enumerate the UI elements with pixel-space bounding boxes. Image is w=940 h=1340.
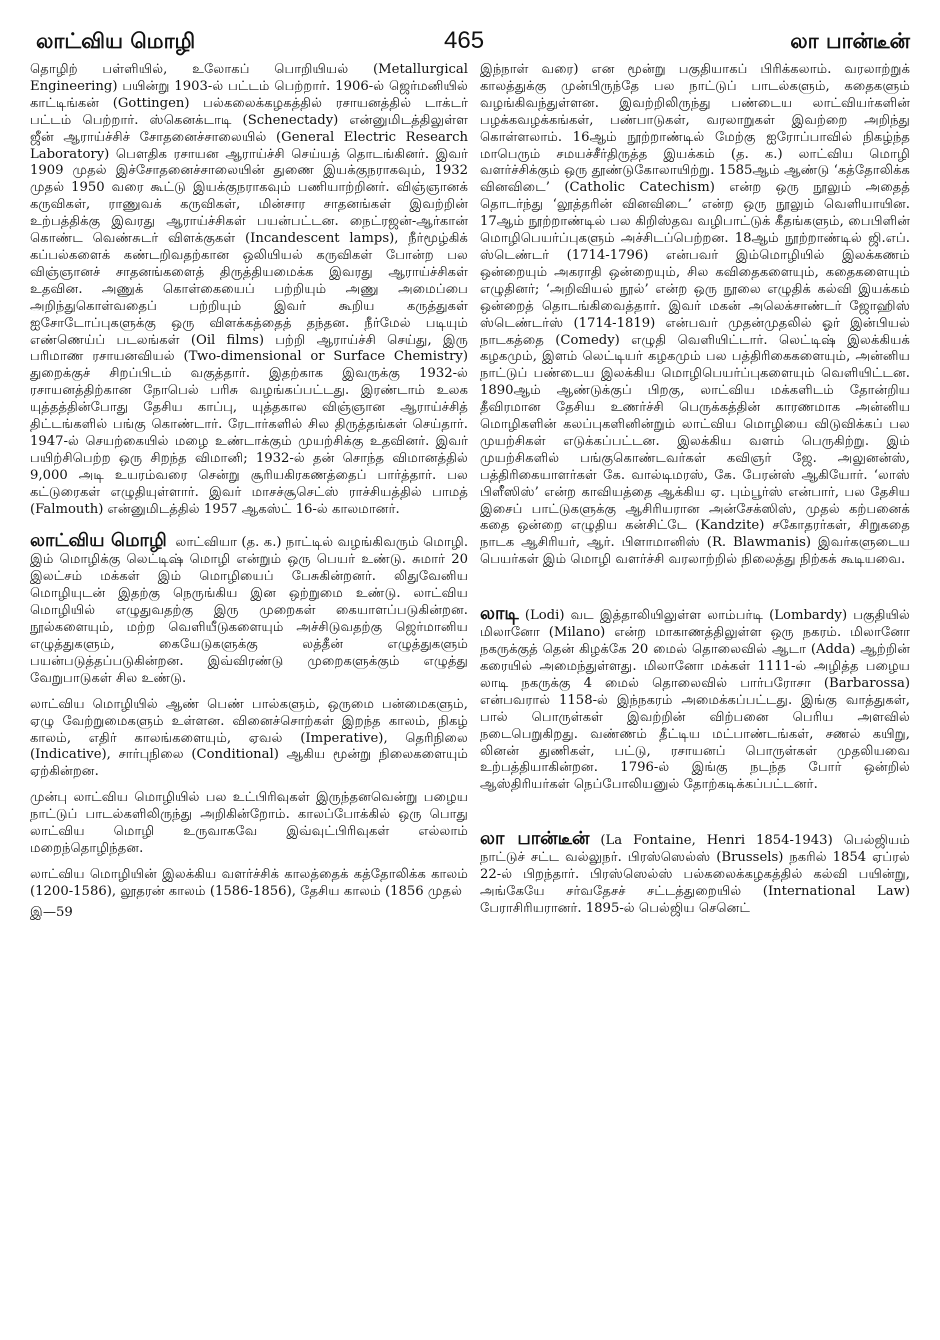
entry-text: (La Fontaine, Henri 1854-1943) பெல்ஜியம் நாட்டுச் சட்ட வல்லுநர். பிரஸ்ஸெல்ஸ் (Brussels) நகரில் 1854 ஏப்ரல் 22-ல் பிறந்தார். பிரஸ்ஸெல்ஸ் பல்கலைக்கழகத்தில் கல்வி பயின்று, அங்கேயே சர்வதேசச் சட்டத்துறையில் (International Law) பேராசிரியரானர். 1895-ல் பெல்ஜிய செனெட் (480, 833, 910, 916)
entry-lodi (480, 603, 910, 794)
signature-mark: இ—59 (30, 904, 73, 920)
paragraph-grammar: லாட்விய மொழியில் ஆண் பெண் பால்களும், ஒருமை பன்மைகளும், ஏழு வேற்றுமைகளும் உள்ளன. வினைச்சொற்கள் இறந்த காலம், நிகழ் காலம், எதிர் காலங்களையும், ஏவல் (Imperative), தெரிநிலை (Indicative), சார்புநிலை (Conditional) ஆகிய மூன்று நிலைகளையும் ஏற்கின்றன. (30, 696, 468, 780)
entry-la-fontaine (480, 828, 910, 918)
entry-intro: லாட்வியா (த. க.) நாட்டில் வழங்கிவரும் மொழி. இம் மொழிக்கு லெட்டிஷ் மொழி என்றும் ஒரு பெயர் உண்டு. சுமார் 20 இலட்சம் மக்கள் இம் மொழியைப் பேசுகின்றனர். லிதுவேனிய மொழியுடன் இதற்கு நெருங்கிய இன ஒற்றுமை உண்டு. லாட்விய மொழியில் எழுதுவதற்கு இரு முறைகள் கையாளப்படுகின்றன. நூல்களையும், மற்ற வெளியீடுகளையும் அச்சிடுவதற்கு ஜெர்மானிய எழுத்துகளும், கையேடுகளுக்கு லத்தீன் எழுத்துகளும் பயன்படுத்தப்படுகின்றன. இவ்விரண்டு முறைகளுக்கும் எழுத்து வேறுபாடுகள் சில உண்டு. (30, 535, 468, 686)
entry-title: லா பான்டீன் (480, 828, 590, 850)
continued-paragraph: இந்நாள் வரை) என மூன்று பகுதியாகப் பிரிக்கலாம். வரலாற்றுக் காலத்துக்கு முன்பிருந்தே பல நாட்டுப் பாடல்களும், கதைகளும் வழங்கிவந்துள்ளன. இவற்றிலிருந்து பண்டைய லாட்வியர்களின் பழக்கவழக்கங்கள், பண்பாடுகள், வரலாறுகள் இவற்றை அறிந்து கொள்ளலாம். 16ஆம் நூற்றாண்டில் மேற்கு ஐரோப்பாவில் நிகழ்ந்த மாபெரும் சமயச்சீர்திருத்த இயக்கம் (த. க.) லாட்விய மொழி வளர்ச்சிக்கும் ஒரு தூண்டுகோலாயிற்று. 1585ஆம் ஆண்டு ‘கத்தோலிக்க வினவிடை’ (Catholic Catechism) என்ற ஒரு நூலும் அதைத் தொடர்ந்து ‘லூத்தரின் வினவிடை’ என்ற ஒரு நூலும் வெளியாயின. 17ஆம் நூற்றாண்டில் பல கிறிஸ்தவ வழிபாட்டுக் கீதங்களும், பைபிளின் மொழிபெயர்ப்புகளும் அச்சிடப்பெற்றன. 18ஆம் நூற்றாண்டில் ஜி.எப். ஸ்டெண்டர் (1714-1796) என்பவர் இம்மொழியில் இலக்கணம் ஒன்றையும் அகராதி ஒன்றையும், சில கவிதைகளையும், கதைகளையும் எழுதினர்; ‘அறிவியல் நூல்’ என்ற ஒரு நூலை எழுதிக் கல்வி இயக்கம் ஒன்றைத் தொடங்கிவைத்தார். இவர் மகன் அலெக்சாண்டர் ஜோஹிஸ் ஸ்டெண்டர்ஸ் (1714-1819) என்பவர் முதன்முதலில் ஓர் இன்பியல் நாடகத்தை (Comedy) எழுதி வெளியிட்டார். லெட்டிஷ் இலக்கியக் கழகமும், இளம் லெட்டியர் கழகமும் பல பத்திரிகைகளையும், அன்னிய நாட்டுப் பண்டைய இலக்கிய மொழிபெயர்ப்புகளையும் வெளியிட்டன. 1890ஆம் ஆண்டுக்குப் பிறகு, லாட்விய மக்களிடம் தோன்றிய தீவிரமான தேசிய உணர்ச்சி பெருக்கத்தின் காரணமாக அன்னிய மொழிகளின் கலப்புகளினின்றும் லாட்விய மொழியை விடுவிக்கப் பல முயற்சிகள் எடுக்கப்பட்டன. இலக்கிய வளம் பெருகிற்று. இம் முயற்சிகளில் பங்குகொண்டவர்கள் கவிஞர் ஜே. அலுனன்ஸ், பத்திரிகையாளர்கள் கே. வால்டிமரஸ், கே. பேரன்ஸ் ஆகியோர். ‘லாஸ் பிளீஸிஸ்’ என்ற காவியத்தை ஆக்கிய ஏ. பும்பூர்ஸ் என்பார், பல தேசிய இசைப் பாட்டுகளுக்கு ஆசிரியரான அன்சேக்ஸிஸ், முதல் கற்பனைக் கதை ஒன்றை எழுதிய கன்சிட்டே (Kandzite) சகோதரர்கள், சிறுகதை நாடக ஆசிரியர், ஆர். பிளாமானிஸ் (R. Blawmanis) இவர்களுடைய பெயர்கள் இம் மொழி வளர்ச்சி வரலாற்றில் நிலைத்து நிற்கக் கூடியவை. (480, 62, 910, 568)
page-number: 465 (444, 27, 485, 54)
entry-title: லாட்விய மொழி (30, 530, 167, 552)
right-column (480, 62, 910, 1330)
paragraph-dialects: முன்பு லாட்விய மொழியில் பல உட்பிரிவுகள் இருந்தனவென்று பழைய நாட்டுப் பாடல்களிலிருந்து அறிகின்றோம். காலப்போக்கில் ஒரு பொது லாட்விய மொழி உருவாகவே இவ்வுட்பிரிவுகள் எல்லாம் மறைந்தொழிந்தன. (30, 790, 468, 856)
continued-paragraph: தொழிற் பள்ளியில், உலோகப் பொறியியல் (Metallurgical Engineering) பயின்று 1903-ல் பட்டம் பெற்றார். 1906-ல் ஜெர்மனியில் காட்டிங்கன் (Gottingen) பல்கலைக்கழகத்தில் ரசாயனத்தில் டாக்டர் பட்டம் பெற்றார். ஸ்கெனக்டாடி (Schenectady) என்னுமிடத்திலுள்ள ஜீன் ஆராய்ச்சிச் சோதனைச்சாலையில் (General Electric Research Laboratory) பௌதிக ரசாயன ஆராய்ச்சி செய்யத் தொடங்கினர். இவர் 1909 முதல் இச்சோதனைச்சாலையின் துணை இயக்குநராகவும், 1932 முதல் 1950 வரை கூட்டு இயக்குநராகவும் பணியாற்றினர். விஞ்ஞானக் கருவிகள், ராணுவக் கருவிகள், மின்சார சாதனங்கள் இவற்றின் உற்பத்திக்கு இவரது ஆராய்ச்சிகள் பயன்பட்டன. நைட்ரஜன்-ஆர்கான் கொண்ட வெண்சுடர் விளக்குகள் (Incandescent lamps), நீர்மூழ்கிக் கப்பல்களைக் கண்டறிவதற்கான ஒலியியல் கருவிகள் போன்ற பல விஞ்ஞானச் சாதனங்களைத் திருத்தியமைக்க இவரது ஆராய்ச்சிகள் உதவின. அணுக் கொள்கையைப் பற்றியும் அணு அமைப்பை அறிந்துகொள்வதைப் பற்றியும் இவர் கூறிய கருத்துகள் ஐசோடோப்புகளுக்கு ஒரு விளக்கத்தைத் தந்தன. நீர்மேல் படியும் எண்ணெய்ப் படலங்கள் (Oil films) பற்றி ஆராய்ச்சி செய்து, இரு பரிமாண ரசாயனவியல் (Two-dimensional or Surface Chemistry) துறைக்குச் சிறப்பிடம் வகுத்தார். இதற்காக இவருக்கு 1932-ல் ரசாயனத்திற்கான நோபெல் பரிசு வழங்கப்பட்டது. இரண்டாம் உலக யுத்தத்தின்போது தேசிய காப்பு, யுத்தகால விஞ்ஞான ஆராய்ச்சித் திட்டங்களில் பங்கு கொண்டார். ரேடார்களில் சில திருத்தங்கள் செய்தார். 1947-ல் செயற்கையில் மழை உண்டாக்கும் முயற்சிக்கு உதவினர். இவர் பயிற்சிபெற்ற ஒரு சிறந்த விமானி; 1932-ல் தன் சொந்த விமானத்தில் 9,000 அடி உயரம்வரை சென்று சூரியகிரகணத்தைப் பார்த்தார். பல கட்டுரைகள் எழுதியுள்ளார். இவர் மாசச்சூசெட்ஸ் ராச்சியத்தில் பாமத் (Falmouth) என்னுமிடத்தில் 1957 ஆகஸ்ட் 16-ல் காலமானர். (30, 62, 468, 517)
left-column (30, 62, 468, 1330)
entry-text: (Lodi) வட இத்தாலியிலுள்ள லாம்பர்டி (Lombardy) பகுதியில் மிலானோ (Milano) என்ற மாகாணத்திலுள்ள ஒரு நகரம். மிலானோ நகருக்குத் தென் கிழக்கே 20 மைல் தொலைவில் ஆடா (Adda) ஆற்றின் கரையில் அமைந்துள்ளது. மிலானோ மக்கள் 1111-ல் அழித்த பழைய லாடி நகருக்கு 4 மைல் தொலைவில் பார்பரோசா (Barbarossa) என்பவரால் 1158-ல் இந்நகரம் அமைக்கப்பட்டது. இங்கு வாத்துகள், பால் பொருள்கள் இவற்றின் விற்பனை பெரிய அளவில் நடைபெறுகிறது. வண்ணம் தீட்டிய மட்பாண்டங்கள், சணல் கயிறு, லினன் துணிகள், பட்டு, ரசாயனப் பொருள்கள் முதலியவை உற்பத்தியாகின்றன. 1796-ல் இங்கு நடந்த போர் ஒன்றில் ஆஸ்திரியர்கள் நெப்போலியனுல் தோற்கடிக்கப்பட்டனர். (480, 608, 910, 793)
entry-title: லாடி (480, 603, 519, 625)
running-head-right: லா பான்டீன் (790, 29, 910, 53)
paragraph-literature: லாட்விய மொழியின் இலக்கிய வளர்ச்சிக் காலத்தைக் கத்தோலிக்க காலம் (1200-1586), லூதரன் காலம் (1586-1856), தேசிய காலம் (1856 முதல் (30, 866, 468, 899)
running-head-left: லாட்விய மொழி (36, 29, 196, 53)
entry-latvian-language (30, 530, 468, 687)
